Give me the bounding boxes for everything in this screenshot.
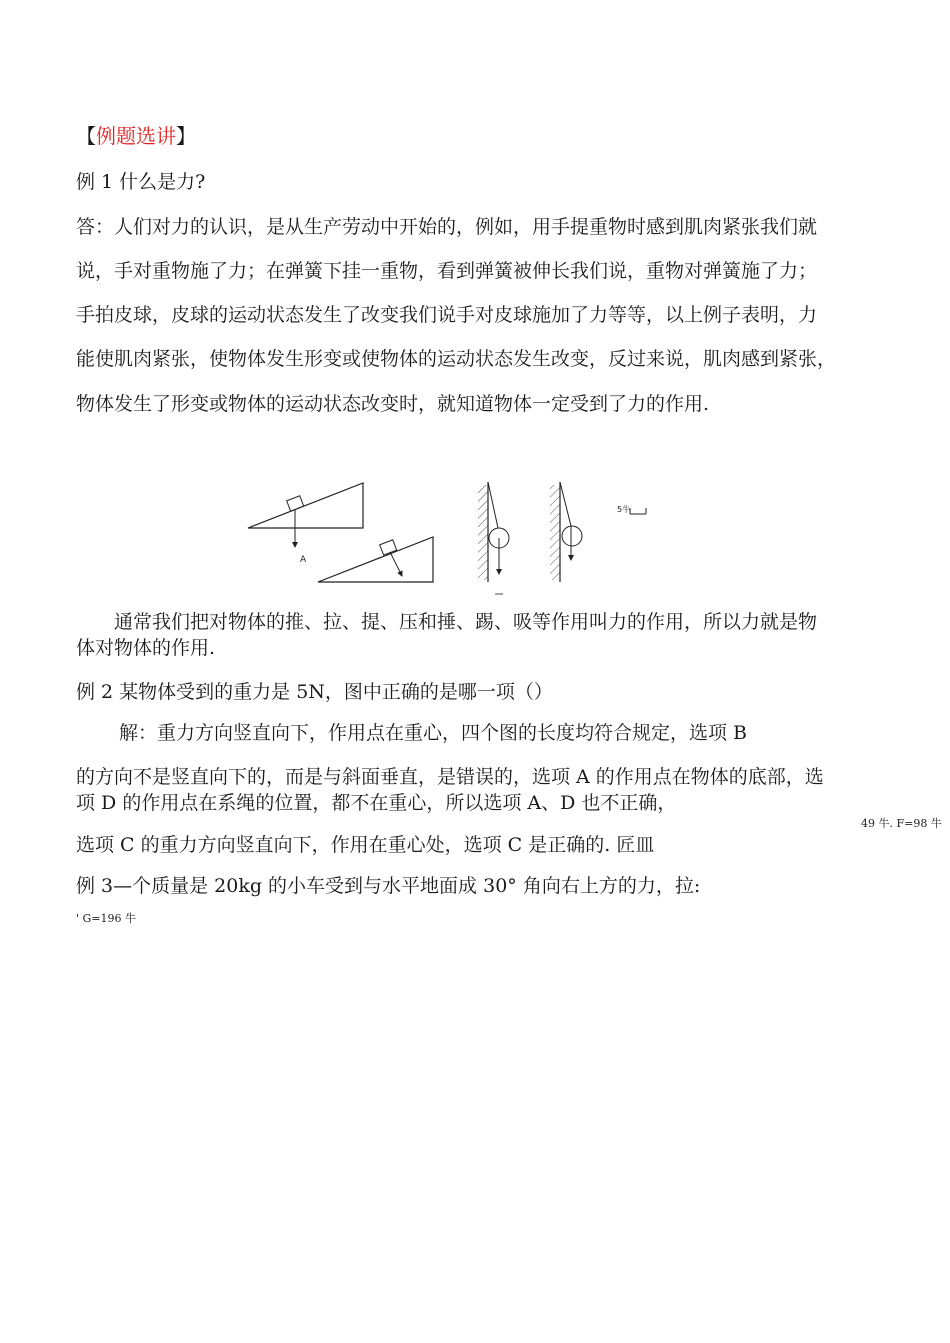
- diagram-c: [478, 482, 509, 594]
- scale-indicator: [617, 504, 646, 514]
- example3-question: 例 3—个质量是 20kg 的小车受到与水平地面成 30° 角向右上方的力，拉:: [76, 875, 701, 897]
- example1-answer-line: 说，手对重物施了力；在弹簧下挂一重物，看到弹簧被伸长我们说，重物对弹簧施了力；: [76, 260, 818, 282]
- example2-question: 例 2 某物体受到的重力是 5N，图中正确的是哪一项（）: [76, 681, 553, 703]
- force-diagrams-figure: [0, 470, 950, 610]
- paragraph-line: 体对物体的作用.: [76, 637, 216, 659]
- example1-answer-line: 能使肌肉紧张，使物体发生形变或使物体的运动状态发生改变，反过来说，肌肉感到紧张，: [76, 348, 837, 370]
- example2-solution-line: 项 D 的作用点在系绳的位置，都不在重心，所以选项 A、D 也不正确，: [76, 792, 677, 814]
- diagram-a-label: A: [300, 555, 307, 565]
- example2-solution-line: 的方向不是竖直向下的，而是与斜面垂直，是错误的，选项 A 的作用点在物体的底部，选: [76, 766, 824, 788]
- example2-solution-line: 选项 C 的重力方向竖直向下，作用在重心处，选项 C 是正确的. 匠皿: [76, 834, 655, 856]
- example1-question: 例 1 什么是力?: [76, 171, 206, 193]
- diagram-d: [550, 482, 582, 582]
- example3-note: ' G=196 牛: [76, 912, 137, 925]
- scale-label: 5牛: [617, 505, 631, 514]
- example1-answer-line: 答：人们对力的认识，是从生产劳动中开始的，例如，用手提重物时感到肌肉紧张我们就: [76, 216, 818, 238]
- diagram-a: [248, 483, 363, 565]
- section-title: 例题选讲: [96, 124, 176, 148]
- paragraph-line: 通常我们把对物体的推、拉、提、压和捶、踢、吸等作用叫力的作用，所以力就是物: [114, 611, 818, 633]
- example1-answer-line: 手拍皮球，皮球的运动状态发生了改变我们说手对皮球施加了力等等，以上例子表明，力: [76, 304, 818, 326]
- diagram-b: [318, 537, 433, 582]
- bracket-right: 】: [176, 124, 196, 148]
- example2-side-note: 49 牛. F=98 牛: [861, 817, 942, 830]
- example1-answer-line: 物体发生了形变或物体的运动状态改变时，就知道物体一定受到了力的作用.: [76, 393, 710, 415]
- bracket-left: 【: [76, 124, 96, 148]
- example2-solution-line: 解：重力方向竖直向下，作用点在重心，四个图的长度均符合规定，选项 B: [119, 722, 748, 744]
- section-heading: [76, 124, 196, 148]
